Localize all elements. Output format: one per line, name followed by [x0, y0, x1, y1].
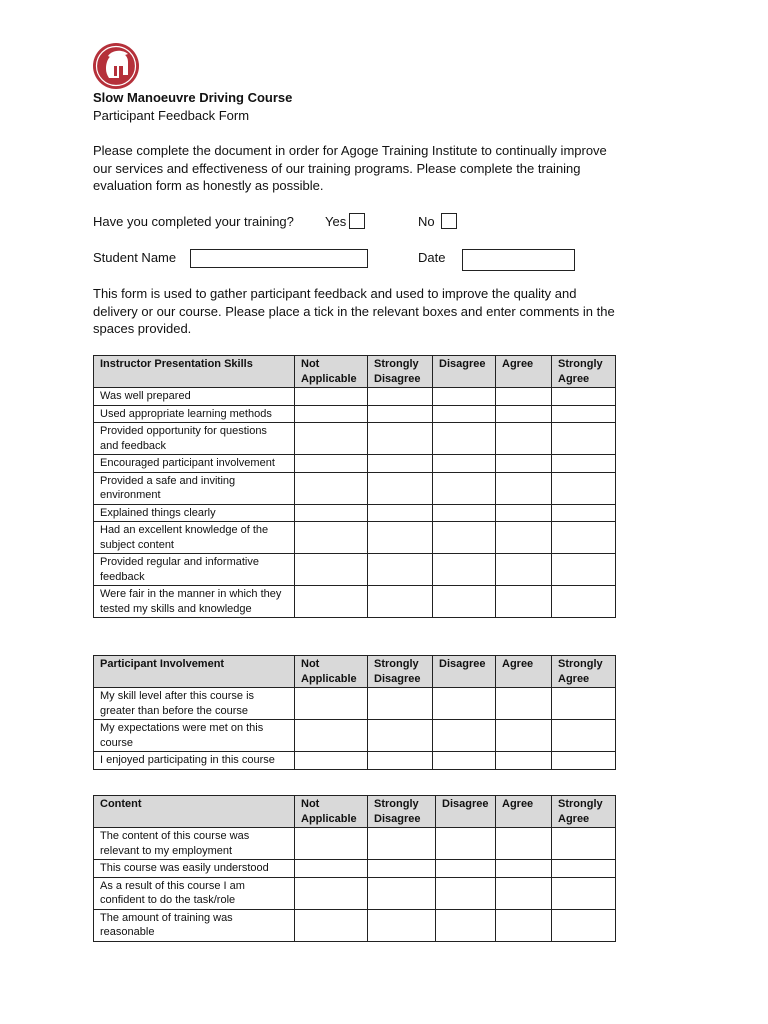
rating-box[interactable]	[433, 423, 496, 455]
rating-box[interactable]	[552, 688, 616, 720]
rating-box[interactable]	[368, 720, 433, 752]
yes-checkbox[interactable]	[349, 213, 365, 229]
rating-box[interactable]	[496, 909, 552, 941]
rating-box[interactable]	[433, 522, 496, 554]
statement: Used appropriate learning methods	[94, 405, 295, 423]
statement: Explained things clearly	[94, 504, 295, 522]
rating-box[interactable]	[436, 877, 496, 909]
rating-box[interactable]	[433, 554, 496, 586]
rating-box[interactable]	[295, 522, 368, 554]
col-agree: Agree	[496, 656, 552, 688]
rating-box[interactable]	[295, 688, 368, 720]
statement: Had an excellent knowledge of the subject content	[94, 522, 295, 554]
rating-box[interactable]	[433, 388, 496, 406]
no-checkbox[interactable]	[441, 213, 457, 229]
instructions-line: spaces provided.	[93, 321, 192, 336]
rating-box[interactable]	[295, 860, 368, 878]
col-disagree: Disagree	[436, 796, 496, 828]
table-row	[94, 860, 616, 878]
no-label: No	[418, 214, 435, 229]
table-row	[94, 522, 616, 554]
rating-box[interactable]	[295, 720, 368, 752]
col-strongly-disagree: Strongly Disagree	[368, 796, 436, 828]
table-row	[94, 455, 616, 473]
statement: Were fair in the manner in which they tested my skills and knowledge	[94, 586, 295, 618]
rating-box[interactable]	[552, 504, 616, 522]
rating-box[interactable]	[496, 405, 552, 423]
statement: Provided opportunity for questions and feedback	[94, 423, 295, 455]
rating-box[interactable]	[552, 877, 616, 909]
statement: Was well prepared	[94, 388, 295, 406]
rating-box[interactable]	[368, 504, 433, 522]
table-row	[94, 909, 616, 941]
rating-box[interactable]	[496, 423, 552, 455]
rating-box[interactable]	[433, 586, 496, 618]
rating-box[interactable]	[295, 752, 368, 770]
rating-box[interactable]	[496, 688, 552, 720]
rating-box[interactable]	[295, 586, 368, 618]
col-not-applicable: Not Applicable	[295, 796, 368, 828]
rating-box[interactable]	[496, 455, 552, 473]
statement: My skill level after this course is greater than before the course	[94, 688, 295, 720]
rating-box[interactable]	[552, 828, 616, 860]
intro-line: Please complete the document in order for Agoge Training Institute to continually improve	[93, 143, 607, 158]
rating-box[interactable]	[368, 423, 433, 455]
rating-box[interactable]	[436, 860, 496, 878]
rating-box[interactable]	[368, 405, 433, 423]
table-row	[94, 472, 616, 504]
rating-box[interactable]	[552, 720, 616, 752]
student-name-label: Student Name	[93, 250, 177, 265]
rating-box[interactable]	[433, 688, 496, 720]
col-agree: Agree	[496, 796, 552, 828]
table-row	[94, 423, 616, 455]
rating-box[interactable]	[496, 752, 552, 770]
table-row	[94, 388, 616, 406]
rating-box[interactable]	[552, 472, 616, 504]
statement: My expectations were met on this course	[94, 720, 295, 752]
table-row	[94, 877, 616, 909]
statement: The content of this course was relevant to my employment	[94, 828, 295, 860]
statement: Encouraged participant involvement	[94, 455, 295, 473]
table-header-row	[94, 656, 616, 688]
statement: Provided regular and informative feedback	[94, 554, 295, 586]
col-strongly-agree: Strongly Agree	[552, 796, 616, 828]
rating-box[interactable]	[552, 388, 616, 406]
rating-box[interactable]	[433, 405, 496, 423]
table-heading: Instructor Presentation Skills	[94, 356, 295, 388]
rating-box[interactable]	[295, 388, 368, 406]
table-row	[94, 752, 616, 770]
col-disagree: Disagree	[433, 656, 496, 688]
content-table	[93, 795, 616, 942]
rating-box[interactable]	[295, 405, 368, 423]
col-strongly-disagree: Strongly Disagree	[368, 656, 433, 688]
rating-box[interactable]	[295, 554, 368, 586]
rating-box[interactable]	[552, 405, 616, 423]
col-disagree: Disagree	[433, 356, 496, 388]
table-header-row	[94, 796, 616, 828]
rating-box[interactable]	[496, 860, 552, 878]
completion-question: Have you completed your training?	[93, 214, 294, 229]
statement: This course was easily understood	[94, 860, 295, 878]
rating-box[interactable]	[295, 472, 368, 504]
rating-box[interactable]	[368, 388, 433, 406]
table-row	[94, 586, 616, 618]
header	[93, 89, 292, 125]
col-strongly-agree: Strongly Agree	[552, 656, 616, 688]
rating-box[interactable]	[552, 554, 616, 586]
rating-box[interactable]	[368, 472, 433, 504]
rating-box[interactable]	[433, 752, 496, 770]
rating-box[interactable]	[436, 828, 496, 860]
rating-box[interactable]	[552, 586, 616, 618]
rating-box[interactable]	[436, 909, 496, 941]
table-header-row	[94, 356, 616, 388]
student-name-field[interactable]	[190, 249, 368, 268]
spartan-helmet-icon	[92, 42, 140, 90]
rating-box[interactable]	[496, 554, 552, 586]
rating-box[interactable]	[295, 504, 368, 522]
statement: Provided a safe and inviting environment	[94, 472, 295, 504]
table-row	[94, 828, 616, 860]
rating-box[interactable]	[295, 877, 368, 909]
rating-box[interactable]	[368, 586, 433, 618]
statement: I enjoyed participating in this course	[94, 752, 295, 770]
intro-line: our services and effectiveness of our training programs. Please complete the training	[93, 160, 581, 176]
rating-box[interactable]	[496, 828, 552, 860]
rating-box[interactable]	[552, 522, 616, 554]
table-heading: Participant Involvement	[94, 656, 295, 688]
course-title: Slow Manoeuvre Driving Course	[93, 90, 293, 105]
instructions-line: This form is used to gather participant feedback and used to improve the quality and	[93, 286, 577, 301]
date-field[interactable]	[462, 249, 575, 271]
rating-box[interactable]	[552, 860, 616, 878]
statement: As a result of this course I am confident to do the task/role	[94, 877, 295, 909]
rating-box[interactable]	[496, 877, 552, 909]
participant-involvement-table	[93, 655, 616, 770]
rating-box[interactable]	[368, 752, 433, 770]
rating-box[interactable]	[368, 828, 436, 860]
rating-box[interactable]	[496, 720, 552, 752]
rating-box[interactable]	[295, 455, 368, 473]
rating-box[interactable]	[368, 860, 436, 878]
intro-line: evaluation form as honestly as possible.	[93, 178, 324, 193]
rating-box[interactable]	[496, 522, 552, 554]
rating-box[interactable]	[552, 423, 616, 455]
rating-box[interactable]	[368, 688, 433, 720]
rating-box[interactable]	[295, 909, 368, 941]
date-label: Date	[418, 250, 446, 265]
rating-box[interactable]	[496, 504, 552, 522]
rating-box[interactable]	[433, 504, 496, 522]
table-row	[94, 554, 616, 586]
rating-box[interactable]	[552, 752, 616, 770]
rating-box[interactable]	[295, 423, 368, 455]
rating-box[interactable]	[552, 909, 616, 941]
form-subtitle: Participant Feedback Form	[93, 108, 250, 123]
rating-box[interactable]	[496, 472, 552, 504]
table-row	[94, 504, 616, 522]
table-row	[94, 720, 616, 752]
table-heading: Content	[94, 796, 295, 828]
col-not-applicable: Not Applicable	[295, 656, 368, 688]
instructor-skills-table	[93, 355, 616, 618]
rating-box[interactable]	[433, 455, 496, 473]
yes-label: Yes	[325, 214, 347, 229]
col-not-applicable: Not Applicable	[295, 356, 368, 388]
rating-box[interactable]	[368, 909, 436, 941]
rating-box[interactable]	[368, 554, 433, 586]
rating-box[interactable]	[433, 472, 496, 504]
instructions-line: delivery or our course. Please place a tick in the relevant boxes and enter comments in the	[93, 303, 615, 319]
rating-box[interactable]	[496, 586, 552, 618]
rating-box[interactable]	[433, 720, 496, 752]
rating-box[interactable]	[368, 877, 436, 909]
rating-box[interactable]	[368, 522, 433, 554]
rating-box[interactable]	[552, 455, 616, 473]
col-strongly-disagree: Strongly Disagree	[368, 356, 433, 388]
intro-paragraph	[93, 142, 683, 195]
table-row	[94, 405, 616, 423]
col-agree: Agree	[496, 356, 552, 388]
rating-box[interactable]	[368, 455, 433, 473]
table-row	[94, 688, 616, 720]
statement: The amount of training was reasonable	[94, 909, 295, 941]
rating-box[interactable]	[295, 828, 368, 860]
instructions-paragraph	[93, 285, 683, 338]
col-strongly-agree: Strongly Agree	[552, 356, 616, 388]
rating-box[interactable]	[496, 388, 552, 406]
